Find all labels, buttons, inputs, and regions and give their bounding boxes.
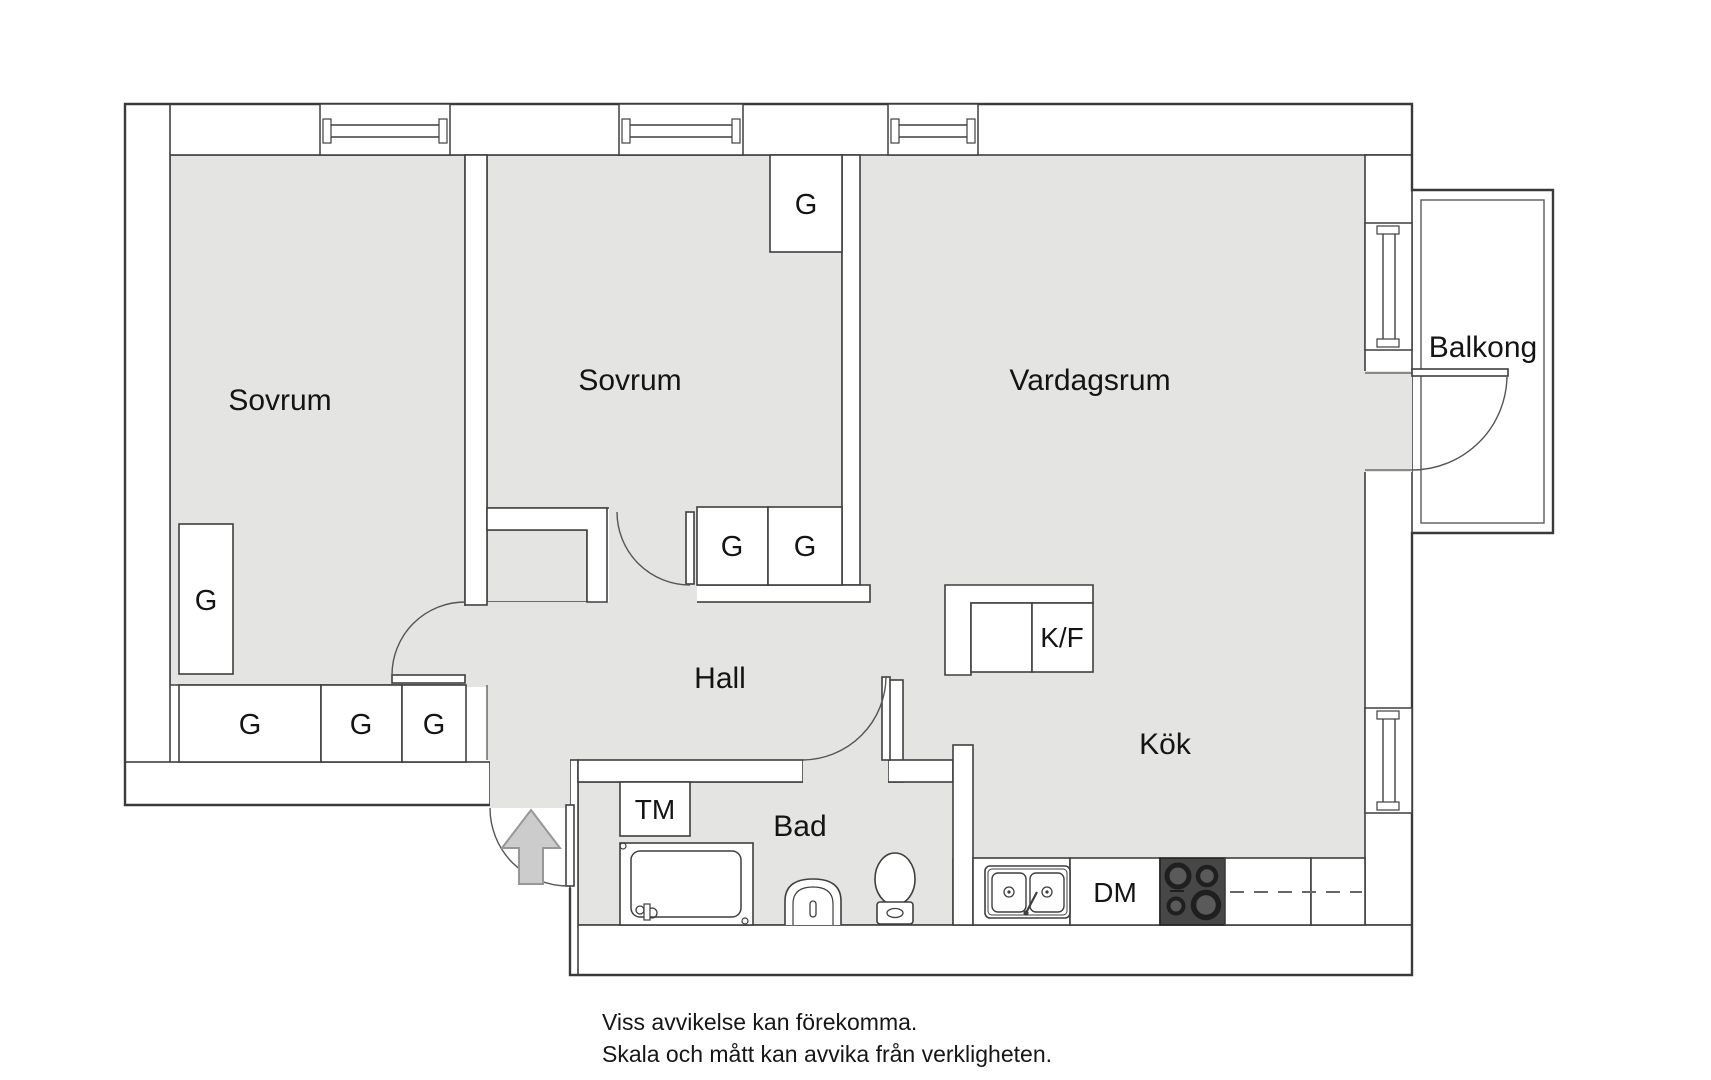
label-wardrobe-hall-2: G (793, 531, 817, 563)
entry-floor-strip (490, 758, 570, 808)
wall-bedroom2-livingroom (842, 155, 860, 585)
label-wardrobe-row-3: G (422, 709, 446, 741)
window-livingroom-right-icon (1365, 223, 1412, 350)
sink-icon (785, 879, 841, 925)
wall-bathroom-kitchen-horizontal (888, 760, 953, 782)
wall-top (125, 104, 1412, 155)
entrance-arrow-icon (502, 810, 560, 884)
label-living-room: Vardagsrum (1009, 364, 1171, 397)
label-washing-machine: TM (634, 794, 676, 825)
bedroom1-door-leaf (392, 675, 465, 683)
room-livingroom-kitchen-floor (860, 155, 1365, 858)
balcony-door (1363, 369, 1508, 472)
label-wardrobe-row-1: G (238, 709, 262, 741)
wall-bathroom-top (578, 760, 803, 782)
label-balcony: Balkong (1428, 331, 1538, 364)
label-wardrobe-row-2: G (349, 709, 373, 741)
label-wardrobe-bedroom2: G (794, 189, 818, 221)
kitchen-sink-icon (985, 866, 1070, 918)
window-bedroom1-icon (320, 104, 450, 155)
label-wardrobe-bedroom1-left: G (194, 585, 218, 617)
label-bedroom-2: Sovrum (578, 364, 682, 397)
label-kitchen: Kök (1139, 728, 1191, 761)
window-bedroom2-icon (619, 104, 743, 155)
kitchen-counter (973, 858, 1365, 925)
doorway-bedroom2 (609, 506, 697, 604)
balcony-door-swing-arc (1412, 375, 1507, 470)
label-hall: Hall (694, 662, 746, 695)
bathroom-door-leaf (882, 677, 890, 760)
wall-bathroom-kitchen-vertical (953, 745, 973, 925)
window-kitchen-icon (1365, 708, 1412, 813)
wall-left (125, 104, 170, 805)
label-dishwasher: DM (1093, 877, 1137, 908)
balcony-doorway-floor (1363, 371, 1412, 472)
disclaimer-line-2: Skala och mått kan avvika från verkligheten. (602, 1041, 1053, 1067)
doorway-bedroom1 (463, 606, 489, 687)
bedroom2-door-leaf (686, 512, 694, 584)
wall-bottom (570, 925, 1412, 975)
label-bathroom: Bad (773, 810, 827, 843)
toilet-icon (875, 853, 915, 924)
wall-bedroom1-bedroom2 (465, 155, 487, 605)
hall-neck-floor (487, 530, 587, 602)
fridge-box (971, 603, 1032, 672)
label-fridge-freezer: K/F (1040, 622, 1084, 653)
doorway-bathroom (803, 760, 888, 785)
window-livingroom-top-icon (888, 104, 978, 155)
balcony-door-leaf (1412, 369, 1508, 376)
disclaimer (602, 1009, 1052, 1067)
entry-door-leaf (566, 805, 574, 886)
label-wardrobe-hall-1: G (720, 531, 744, 563)
disclaimer-line-1: Viss avvikelse kan förekomma. (602, 1009, 918, 1035)
bathtub-icon (620, 843, 753, 925)
wall-bottom-left (125, 762, 490, 805)
wall-under-hall-wardrobes (688, 585, 870, 602)
label-bedroom-1: Sovrum (228, 384, 332, 417)
